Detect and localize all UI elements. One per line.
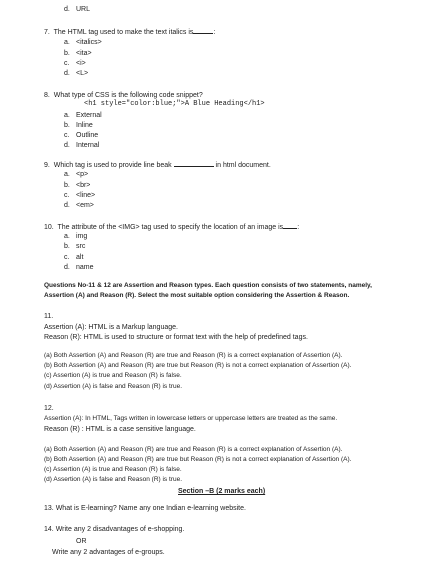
- q8-code-snippet: <h1 style="color:blue;">A Blue Heading</h1>: [84, 100, 265, 108]
- q6-option-d: d. URL: [64, 6, 91, 13]
- q10-option-c: c. alt: [64, 254, 84, 261]
- q9-option-d: d. <em>: [64, 202, 94, 209]
- q12-reason: Reason (R) : HTML is a case sensitive language.: [44, 426, 196, 433]
- q11-assertion: Assertion (A): HTML is a Markup language.: [44, 324, 178, 331]
- q8-stem: 8. What type of CSS is the following code snippet?: [44, 92, 203, 99]
- q8-option-c: c. Outline: [64, 132, 99, 139]
- q11-option-a: (a) Both Assertion (A) and Reason (R) are true and Reason (R) is a correct explanation of Assertion (A).: [44, 352, 343, 359]
- q10-stem: 10. The attribute of the <IMG> tag used to specify the location of an image is :: [44, 224, 300, 231]
- q7-option-b: b. <ita>: [64, 50, 92, 57]
- q10-option-b: b. src: [64, 243, 86, 250]
- answer-blank: [283, 222, 297, 229]
- q10-option-d: d. name: [64, 264, 94, 271]
- q12-option-c: (c) Assertion (A) is true and Reason (R) is false.: [44, 466, 182, 473]
- q11-reason: Reason (R): HTML is used to structure or format text with the help of predefined tags.: [44, 334, 308, 341]
- q14-alternative: Write any 2 advantages of e-groups.: [52, 549, 165, 556]
- q12-option-b: (b) Both Assertion (A) and Reason (R) are true but Reason (R) is not a correct explanation of Assertion (A).: [44, 456, 352, 463]
- q9-stem: 9. Which tag is used to provide line beak in html document.: [44, 162, 271, 169]
- q7-option-c: c. <i>: [64, 60, 86, 67]
- q13: 13. What is E-learning? Name any one Indian e-learning website.: [44, 505, 246, 512]
- q7-option-d: d. <L>: [64, 70, 89, 77]
- q8-option-d: d. Internal: [64, 142, 100, 149]
- q7-option-a: a. <italics>: [64, 39, 102, 46]
- q12-option-a: (a) Both Assertion (A) and Reason (R) are true and Reason (R) is a correct explanation of Assertion (A).: [44, 446, 343, 453]
- assertion-reason-instructions-line2: Assertion (A) and Reason (R). Select the most suitable option considering the Assertion & Reason.: [44, 292, 350, 299]
- q11-number: 11.: [44, 313, 54, 320]
- q12-option-d: (d) Assertion (A) is false and Reason (R) is true.: [44, 476, 182, 483]
- q12-assertion: Assertion (A): In HTML, Tags written in lowercase letters or uppercase letters are treated as the same.: [44, 415, 338, 422]
- q11-option-c: (c) Assertion (A) is true and Reason (R) is false.: [44, 372, 182, 379]
- q11-option-d: (d) Assertion (A) is false and Reason (R) is true.: [44, 383, 182, 390]
- answer-blank: [174, 160, 214, 167]
- q7-stem: 7. The HTML tag used to make the text italics is :: [44, 29, 216, 36]
- assertion-reason-instructions-line1: Questions No-11 & 12 are Assertion and Reason types. Each question consists of two statements, namely,: [44, 282, 372, 289]
- q8-option-b: b. Inline: [64, 122, 93, 129]
- section-b-heading: Section –B (2 marks each): [178, 488, 266, 495]
- q14: 14. Write any 2 disadvantages of e-shopping.: [44, 526, 185, 533]
- q12-number: 12.: [44, 405, 54, 412]
- q10-option-a: a. img: [64, 233, 88, 240]
- q9-option-a: a. <p>: [64, 171, 89, 178]
- q14-or: OR: [76, 538, 87, 545]
- q8-option-a: a. External: [64, 112, 102, 119]
- q9-option-c: c. <line>: [64, 192, 96, 199]
- q9-option-b: b. <br>: [64, 182, 91, 189]
- answer-blank: [193, 27, 213, 34]
- q11-option-b: (b) Both Assertion (A) and Reason (R) are true but Reason (R) is not a correct explanation of Assertion (A).: [44, 362, 352, 369]
